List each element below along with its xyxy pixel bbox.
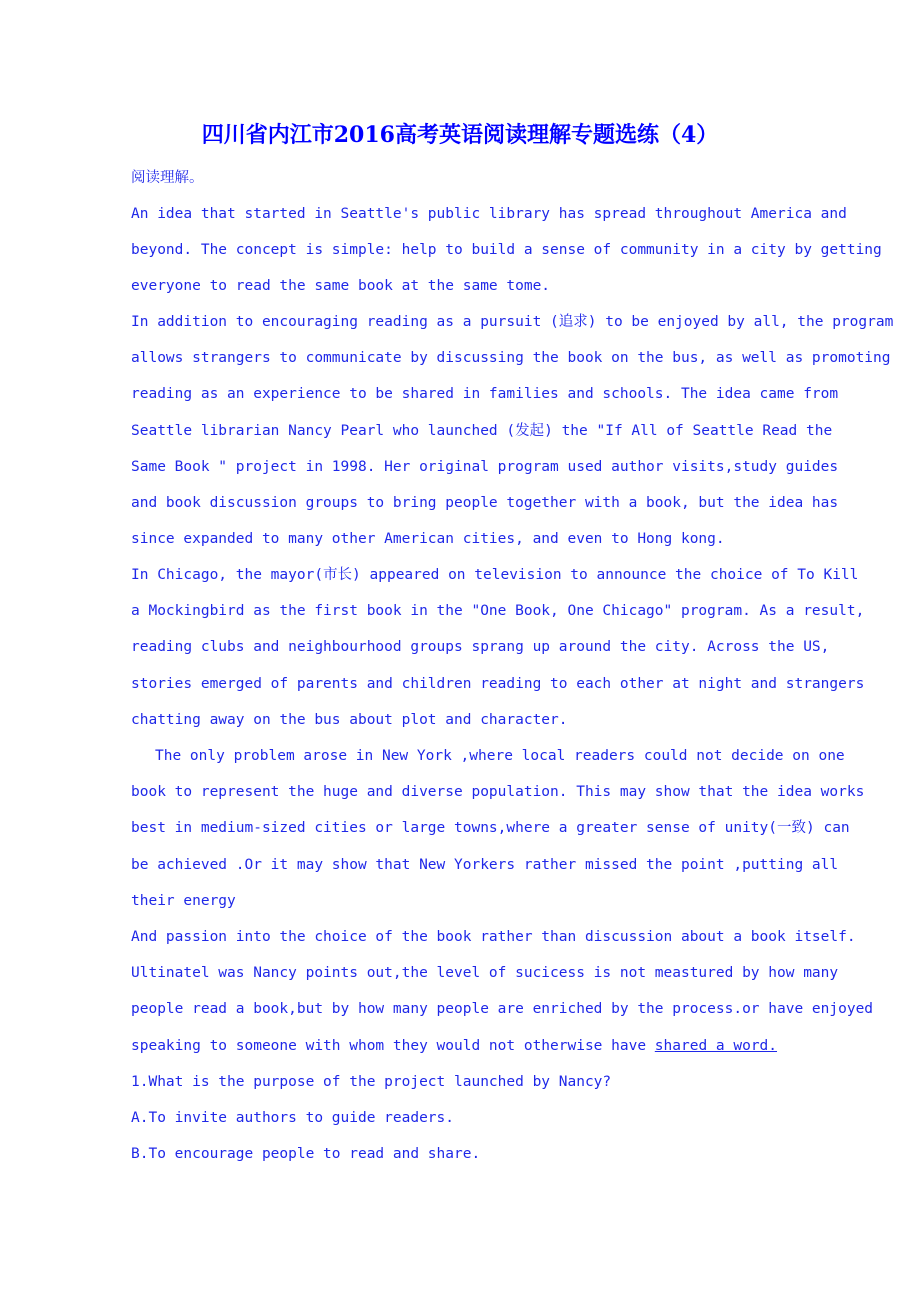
passage-line: and book discussion groups to bring people together with a book, but the idea has	[131, 495, 839, 511]
section-label: 阅读理解。	[131, 170, 204, 186]
passage-line: beyond. The concept is simple: help to build a sense of community in a city by getting	[131, 242, 882, 258]
passage-line-text: speaking to someone with whom they would not otherwise have	[131, 1038, 655, 1054]
document-title: 四川省内江市2016高考英语阅读理解专题选练（4）	[201, 122, 719, 148]
passage-line: Seattle librarian Nancy Pearl who launched (发起) the "If All of Seattle Read the	[131, 423, 833, 439]
passage-line	[131, 1036, 777, 1056]
passage-line: In addition to encouraging reading as a pursuit (追求) to be enjoyed by all, the program	[131, 314, 894, 330]
passage-line: Ultinatel was Nancy points out,the level of sucicess is not meastured by how many	[131, 965, 839, 981]
question-stem: 1.What is the purpose of the project launched by Nancy?	[131, 1074, 612, 1090]
passage-line: a Mockingbird as the first book in the "One Book, One Chicago" program. As a result,	[131, 603, 865, 619]
passage-line: best in medium-sized cities or large towns,where a greater sense of unity(一致) can	[131, 820, 850, 836]
answer-option-a: A.To invite authors to guide readers.	[131, 1110, 455, 1126]
passage-line: their energy	[131, 893, 236, 909]
passage-line: And passion into the choice of the book rather than discussion about a book itself.	[131, 929, 856, 945]
passage-line: The only problem arose in New York ,where local readers could not decide on one	[155, 748, 845, 764]
passage-line: stories emerged of parents and children reading to each other at night and strangers	[131, 676, 865, 692]
passage-line: reading clubs and neighbourhood groups sprang up around the city. Across the US,	[131, 639, 830, 655]
passage-line: chatting away on the bus about plot and character.	[131, 712, 568, 728]
passage-line: since expanded to many other American cities, and even to Hong kong.	[131, 531, 725, 547]
underlined-phrase: shared a word.	[654, 1038, 778, 1054]
passage-line: people read a book,but by how many people are enriched by the process.or have enjoyed	[131, 1001, 874, 1017]
passage-line: everyone to read the same book at the same tome.	[131, 278, 551, 294]
passage-line: be achieved .Or it may show that New Yorkers rather missed the point ,putting all	[131, 857, 839, 873]
passage-line: In Chicago, the mayor(市长) appeared on television to announce the choice of To Kill	[131, 567, 859, 583]
passage-line: allows strangers to communicate by discussing the book on the bus, as well as promoting	[131, 350, 891, 366]
passage-line: book to represent the huge and diverse population. This may show that the idea works	[131, 784, 865, 800]
passage-line: An idea that started in Seattle's public library has spread throughout America and	[131, 206, 847, 222]
passage-line: Same Book " project in 1998. Her original program used author visits,study guides	[131, 459, 839, 475]
answer-option-b: B.To encourage people to read and share.	[131, 1146, 481, 1162]
passage-line: reading as an experience to be shared in families and schools. The idea came from	[131, 386, 839, 402]
